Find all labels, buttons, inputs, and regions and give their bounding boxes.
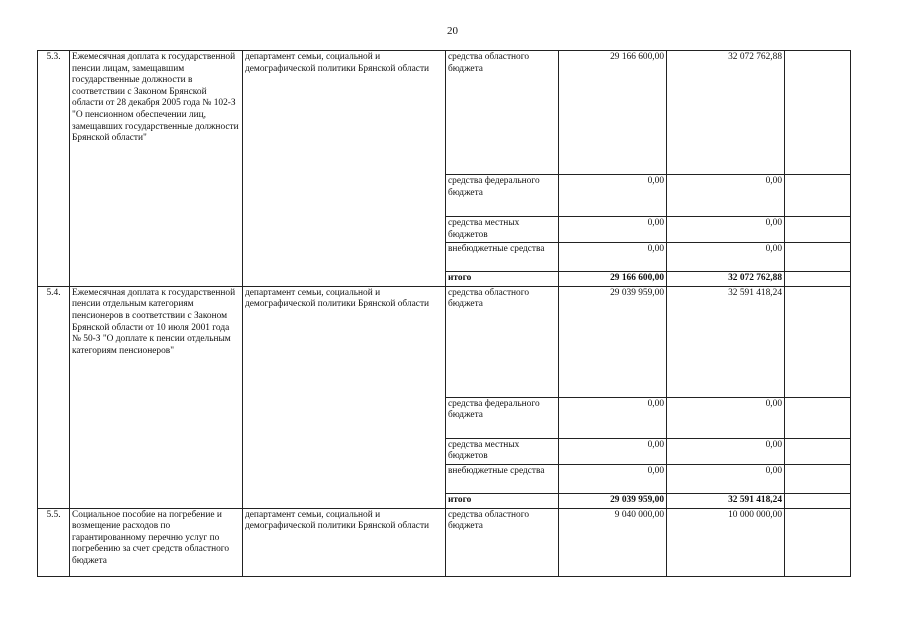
budget-table: [37, 50, 851, 577]
empty-cell: [785, 508, 851, 576]
department: департамент семьи, социальной и демографической политики Брянской области: [243, 51, 446, 287]
amount-2: 0,00: [667, 438, 785, 464]
amount-1: 29 039 959,00: [559, 286, 667, 397]
amount-1: 9 040 000,00: [559, 508, 667, 576]
amount-1-total: 29 166 600,00: [559, 272, 667, 287]
amount-1: 0,00: [559, 217, 667, 243]
funding-source: средства федерального бюджета: [446, 397, 559, 438]
measure-name: Ежемесячная доплата к государственной пенсии лицам, замещавшим государственные должности в соответствии с Законом Брянской области от 28 декабря 2005 года № 102-З "О пенсионном обеспечении лиц, замещавших государственные должности Брянской области": [70, 51, 243, 287]
amount-1: 0,00: [559, 438, 667, 464]
department: департамент семьи, социальной и демографической политики Брянской области: [243, 286, 446, 508]
empty-cell: [785, 286, 851, 397]
amount-2: 32 591 418,24: [667, 286, 785, 397]
funding-source: средства областного бюджета: [446, 508, 559, 576]
empty-cell: [785, 243, 851, 272]
amount-2: 32 072 762,88: [667, 51, 785, 175]
funding-source: средства федерального бюджета: [446, 175, 559, 217]
table-row: [38, 51, 851, 175]
amount-1: 29 166 600,00: [559, 51, 667, 175]
funding-source: внебюджетные средства: [446, 243, 559, 272]
row-number: 5.5.: [38, 508, 70, 576]
amount-2: 0,00: [667, 175, 785, 217]
amount-2: 0,00: [667, 243, 785, 272]
amount-1-total: 29 039 959,00: [559, 493, 667, 508]
department: департамент семьи, социальной и демографической политики Брянской области: [243, 508, 446, 576]
empty-cell: [785, 438, 851, 464]
page-number: 20: [447, 25, 458, 37]
amount-2: 10 000 000,00: [667, 508, 785, 576]
amount-1: 0,00: [559, 397, 667, 438]
amount-2: 0,00: [667, 464, 785, 493]
empty-cell: [785, 493, 851, 508]
funding-source: средства местных бюджетов: [446, 438, 559, 464]
amount-1: 0,00: [559, 464, 667, 493]
amount-2-total: 32 072 762,88: [667, 272, 785, 287]
table-row: [38, 286, 851, 397]
empty-cell: [785, 217, 851, 243]
amount-2-total: 32 591 418,24: [667, 493, 785, 508]
table-row: [38, 508, 851, 576]
funding-source: средства областного бюджета: [446, 286, 559, 397]
amount-2: 0,00: [667, 397, 785, 438]
row-number: 5.3.: [38, 51, 70, 287]
funding-source-total: итого: [446, 272, 559, 287]
funding-source-total: итого: [446, 493, 559, 508]
empty-cell: [785, 397, 851, 438]
measure-name: Социальное пособие на погребение и возмещение расходов по гарантированному перечню услуг по погребению за счет средств областного бюджета: [70, 508, 243, 576]
measure-name: Ежемесячная доплата к государственной пенсии отдельным категориям пенсионеров в соответствии с Законом Брянской области от 10 июля 2001 года № 50-З "О доплате к пенсии отдельным категориям пенсионеров": [70, 286, 243, 508]
row-number: 5.4.: [38, 286, 70, 508]
funding-source: средства областного бюджета: [446, 51, 559, 175]
funding-source: средства местных бюджетов: [446, 217, 559, 243]
amount-1: 0,00: [559, 175, 667, 217]
empty-cell: [785, 175, 851, 217]
empty-cell: [785, 272, 851, 287]
empty-cell: [785, 464, 851, 493]
funding-source: внебюджетные средства: [446, 464, 559, 493]
empty-cell: [785, 51, 851, 175]
amount-2: 0,00: [667, 217, 785, 243]
amount-1: 0,00: [559, 243, 667, 272]
